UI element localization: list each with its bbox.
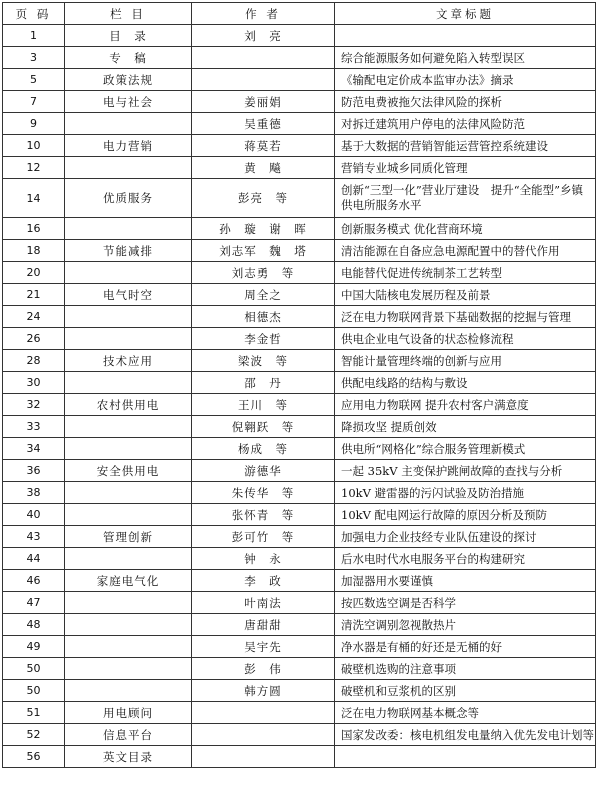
author-cell: 刘志军 魏 塔 <box>192 240 335 262</box>
page-number-cell: 46 <box>3 570 65 592</box>
table-row <box>3 262 596 284</box>
header-page: 页 码 <box>3 3 65 25</box>
page-number-cell: 18 <box>3 240 65 262</box>
page-number-cell: 21 <box>3 284 65 306</box>
author-cell: 吴重德 <box>192 113 335 135</box>
table-row <box>3 284 596 306</box>
author-cell: 黄 飚 <box>192 157 335 179</box>
column-cell <box>65 157 192 179</box>
column-cell <box>65 680 192 702</box>
page-number-cell: 33 <box>3 416 65 438</box>
header-title: 文章标题 <box>335 3 596 25</box>
article-title-cell: 对拆迁建筑用户停电的法律风险防范 <box>335 113 596 135</box>
article-title-cell: 清洁能源在自备应急电源配置中的替代作用 <box>335 240 596 262</box>
table-row <box>3 157 596 179</box>
page-number-cell: 40 <box>3 504 65 526</box>
column-cell <box>65 416 192 438</box>
article-title-cell: 加湿器用水要谨慎 <box>335 570 596 592</box>
table-row <box>3 416 596 438</box>
page-number-cell: 10 <box>3 135 65 157</box>
column-cell: 英文目录 <box>65 746 192 768</box>
table-row <box>3 746 596 768</box>
column-cell: 电气时空 <box>65 284 192 306</box>
author-cell: 梁波 等 <box>192 350 335 372</box>
column-cell <box>65 592 192 614</box>
column-cell <box>65 614 192 636</box>
page-number-cell: 47 <box>3 592 65 614</box>
author-cell: 孙 璇 谢 晖 <box>192 218 335 240</box>
article-title-cell: 创新“三型一化”营业厅建设 提升“全能型”乡镇供电所服务水平 <box>335 179 596 218</box>
author-cell: 姜丽娟 <box>192 91 335 113</box>
table-row <box>3 548 596 570</box>
page-number-cell: 34 <box>3 438 65 460</box>
page-number-cell: 30 <box>3 372 65 394</box>
article-title-cell: 供电企业电气设备的状态检修流程 <box>335 328 596 350</box>
page-number-cell: 56 <box>3 746 65 768</box>
article-title-cell: 按匹数选空调是否科学 <box>335 592 596 614</box>
article-title-cell: 一起 35kV 主变保护跳闸故障的查找与分析 <box>335 460 596 482</box>
table-row <box>3 218 596 240</box>
article-title-cell: 泛在电力物联网基本概念等 <box>335 702 596 724</box>
author-cell: 刘 亮 <box>192 25 335 47</box>
article-title-cell: 创新服务模式 优化营商环境 <box>335 218 596 240</box>
column-cell <box>65 636 192 658</box>
author-cell: 彭可竹 等 <box>192 526 335 548</box>
author-cell: 韩方圆 <box>192 680 335 702</box>
page-number-cell: 1 <box>3 25 65 47</box>
page-number-cell: 5 <box>3 69 65 91</box>
column-cell <box>65 218 192 240</box>
page-number-cell: 20 <box>3 262 65 284</box>
column-cell <box>65 482 192 504</box>
author-cell <box>192 69 335 91</box>
page-number-cell: 9 <box>3 113 65 135</box>
page-number-cell: 28 <box>3 350 65 372</box>
author-cell: 李金哲 <box>192 328 335 350</box>
table-of-contents <box>2 2 596 768</box>
table-row <box>3 592 596 614</box>
article-title-cell: 供配电线路的结构与敷设 <box>335 372 596 394</box>
table-row <box>3 724 596 746</box>
page-number-cell: 16 <box>3 218 65 240</box>
author-cell: 周全之 <box>192 284 335 306</box>
column-cell: 优质服务 <box>65 179 192 218</box>
column-cell: 信息平台 <box>65 724 192 746</box>
page-number-cell: 7 <box>3 91 65 113</box>
page-number-cell: 50 <box>3 680 65 702</box>
table-row <box>3 306 596 328</box>
article-title-cell: 《输配电定价成本监审办法》摘录 <box>335 69 596 91</box>
page-number-cell: 14 <box>3 179 65 218</box>
table-row <box>3 350 596 372</box>
article-title-cell: 净水器是有桶的好还是无桶的好 <box>335 636 596 658</box>
page-number-cell: 52 <box>3 724 65 746</box>
table-row <box>3 328 596 350</box>
header-column: 栏 目 <box>65 3 192 25</box>
article-title-cell: 供电所“网格化”综合服务管理新模式 <box>335 438 596 460</box>
article-title-cell: 应用电力物联网 提升农村客户满意度 <box>335 394 596 416</box>
article-title-cell: 降损攻坚 提质创效 <box>335 416 596 438</box>
table-row <box>3 526 596 548</box>
table-row <box>3 680 596 702</box>
column-cell: 电力营销 <box>65 135 192 157</box>
author-cell: 游德华 <box>192 460 335 482</box>
header-author: 作 者 <box>192 3 335 25</box>
column-cell: 农村供用电 <box>65 394 192 416</box>
author-cell: 朱传华 等 <box>192 482 335 504</box>
column-cell: 目 录 <box>65 25 192 47</box>
article-title-cell: 国家发改委：核电机组发电量纳入优先发电计划等 <box>335 724 596 746</box>
table-row <box>3 570 596 592</box>
table-row <box>3 614 596 636</box>
author-cell: 相德杰 <box>192 306 335 328</box>
table-row <box>3 658 596 680</box>
page-number-cell: 12 <box>3 157 65 179</box>
article-title-cell: 破壁机和豆浆机的区别 <box>335 680 596 702</box>
author-cell: 刘志勇 等 <box>192 262 335 284</box>
author-cell: 吴宇先 <box>192 636 335 658</box>
author-cell: 蒋莫若 <box>192 135 335 157</box>
table-row <box>3 372 596 394</box>
article-title-cell <box>335 746 596 768</box>
table-row <box>3 438 596 460</box>
table-row <box>3 25 596 47</box>
column-cell: 技术应用 <box>65 350 192 372</box>
article-title-cell: 清洗空调别忽视散热片 <box>335 614 596 636</box>
table-row <box>3 504 596 526</box>
table-row <box>3 636 596 658</box>
page-number-cell: 48 <box>3 614 65 636</box>
page-number-cell: 26 <box>3 328 65 350</box>
page-number-cell: 24 <box>3 306 65 328</box>
column-cell: 安全供用电 <box>65 460 192 482</box>
column-cell: 家庭电气化 <box>65 570 192 592</box>
author-cell <box>192 746 335 768</box>
author-cell: 倪翱跃 等 <box>192 416 335 438</box>
author-cell: 张怀青 等 <box>192 504 335 526</box>
table-row <box>3 240 596 262</box>
column-cell: 用电顾问 <box>65 702 192 724</box>
article-title-cell <box>335 25 596 47</box>
table-row <box>3 460 596 482</box>
column-cell <box>65 658 192 680</box>
article-title-cell: 智能计量管理终端的创新与应用 <box>335 350 596 372</box>
author-cell <box>192 702 335 724</box>
article-title-cell: 电能替代促进传统制茶工艺转型 <box>335 262 596 284</box>
article-title-cell: 营销专业城乡同质化管理 <box>335 157 596 179</box>
table-row <box>3 135 596 157</box>
table-row <box>3 91 596 113</box>
column-cell: 电与社会 <box>65 91 192 113</box>
column-cell <box>65 262 192 284</box>
article-title-cell: 10kV 避雷器的污闪试验及防治措施 <box>335 482 596 504</box>
table-row <box>3 179 596 218</box>
article-title-cell: 后水电时代水电服务平台的构建研究 <box>335 548 596 570</box>
article-title-cell: 10kV 配电网运行故障的原因分析及预防 <box>335 504 596 526</box>
page-number-cell: 50 <box>3 658 65 680</box>
column-cell: 节能减排 <box>65 240 192 262</box>
author-cell: 钟 永 <box>192 548 335 570</box>
table-row <box>3 394 596 416</box>
author-cell: 邵 丹 <box>192 372 335 394</box>
author-cell: 彭亮 等 <box>192 179 335 218</box>
column-cell <box>65 113 192 135</box>
page-number-cell: 51 <box>3 702 65 724</box>
article-title-cell: 泛在电力物联网背景下基础数据的挖掘与管理 <box>335 306 596 328</box>
table-row <box>3 482 596 504</box>
author-cell <box>192 724 335 746</box>
page-number-cell: 44 <box>3 548 65 570</box>
table-row <box>3 69 596 91</box>
column-cell: 管理创新 <box>65 526 192 548</box>
toc-body <box>3 25 596 768</box>
author-cell: 李 政 <box>192 570 335 592</box>
author-cell: 唐甜甜 <box>192 614 335 636</box>
author-cell: 杨成 等 <box>192 438 335 460</box>
author-cell: 叶南法 <box>192 592 335 614</box>
article-title-cell: 基于大数据的营销智能运营管控系统建设 <box>335 135 596 157</box>
article-title-cell: 破壁机选购的注意事项 <box>335 658 596 680</box>
page-number-cell: 36 <box>3 460 65 482</box>
page-number-cell: 49 <box>3 636 65 658</box>
column-cell <box>65 548 192 570</box>
article-title-cell: 综合能源服务如何避免陷入转型误区 <box>335 47 596 69</box>
column-cell: 政策法规 <box>65 69 192 91</box>
column-cell <box>65 328 192 350</box>
page-number-cell: 43 <box>3 526 65 548</box>
author-cell: 彭 伟 <box>192 658 335 680</box>
article-title-cell: 防范电费被拖欠法律风险的探析 <box>335 91 596 113</box>
column-cell <box>65 306 192 328</box>
column-cell <box>65 438 192 460</box>
article-title-cell: 中国大陆核电发展历程及前景 <box>335 284 596 306</box>
column-cell: 专 稿 <box>65 47 192 69</box>
page-number-cell: 32 <box>3 394 65 416</box>
table-row <box>3 113 596 135</box>
page-number-cell: 38 <box>3 482 65 504</box>
table-row <box>3 47 596 69</box>
page-number-cell: 3 <box>3 47 65 69</box>
table-row <box>3 702 596 724</box>
column-cell <box>65 504 192 526</box>
article-title-cell: 加强电力企业技经专业队伍建设的探讨 <box>335 526 596 548</box>
author-cell: 王川 等 <box>192 394 335 416</box>
header-row <box>3 3 596 25</box>
author-cell <box>192 47 335 69</box>
column-cell <box>65 372 192 394</box>
